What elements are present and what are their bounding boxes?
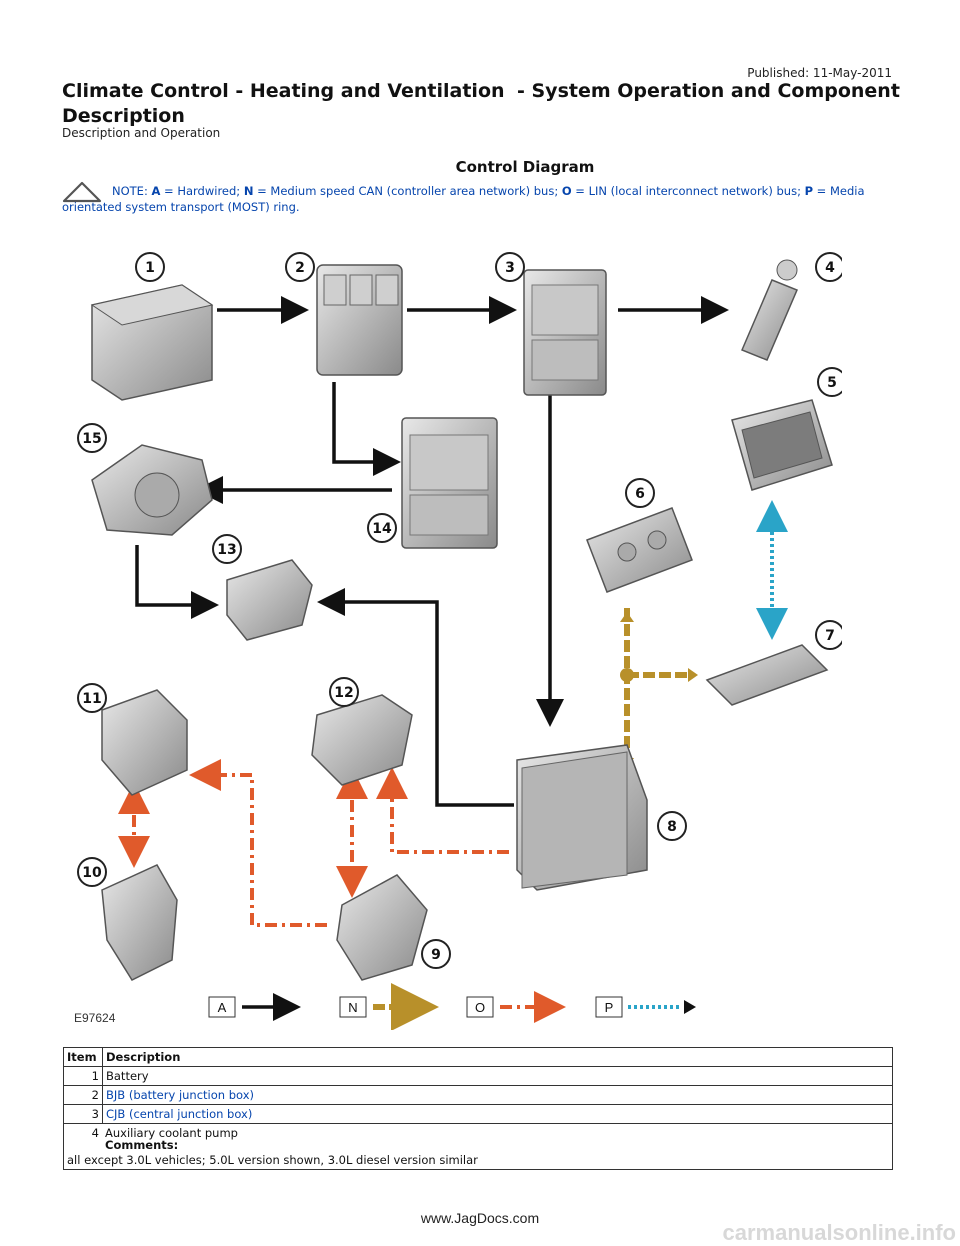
- svg-text:3: 3: [505, 260, 515, 276]
- note-text-p: = Media orientated system transport (MOST) ring.: [62, 184, 865, 214]
- footer-site-link[interactable]: www.JagDocs.com: [420, 1210, 540, 1226]
- table-row: [64, 1067, 893, 1086]
- table-row: [64, 1105, 893, 1124]
- legend-lin: [467, 997, 558, 1017]
- note-block: [62, 183, 892, 215]
- component-7-module: [707, 645, 827, 705]
- item-description: [103, 1105, 893, 1124]
- component-1-battery: [92, 285, 212, 400]
- callout-14: [368, 514, 396, 542]
- can-junction: [620, 668, 634, 682]
- note-text-a: = Hardwired;: [160, 184, 244, 198]
- can-arrow-7: [688, 668, 698, 682]
- callout-12: [330, 678, 358, 706]
- table-row: [64, 1124, 893, 1170]
- table-header-row: [64, 1048, 893, 1067]
- svg-text:14: 14: [372, 521, 392, 537]
- legend-most: [596, 997, 696, 1017]
- component-2-bjb: [317, 265, 402, 375]
- page-title: [62, 80, 900, 102]
- note-prefix: NOTE:: [112, 184, 152, 198]
- item-number: 3: [64, 1105, 103, 1124]
- callout-3: [496, 253, 524, 281]
- title-continuation: Description: [62, 105, 185, 127]
- note-text-o: = LIN (local interconnect network) bus;: [571, 184, 805, 198]
- svg-text:N: N: [348, 1000, 358, 1015]
- component-15-blower: [92, 445, 212, 535]
- diagram-heading: Control Diagram: [455, 158, 595, 176]
- item-number: 4: [91, 1126, 99, 1140]
- callout-1: [136, 253, 164, 281]
- svg-text:2: 2: [295, 260, 305, 276]
- item-table: [63, 1047, 893, 1170]
- note-text-n: = Medium speed CAN (controller area network) bus;: [253, 184, 562, 198]
- callout-15: [78, 424, 106, 452]
- callout-8: [658, 812, 686, 840]
- component-13-resistor: [227, 560, 312, 640]
- svg-text:10: 10: [82, 865, 102, 881]
- callout-13: [213, 535, 241, 563]
- svg-text:O: O: [474, 1000, 486, 1015]
- svg-text:7: 7: [825, 628, 835, 644]
- component-5-display: [732, 400, 832, 490]
- note-text: [62, 183, 892, 215]
- item-4-cell: [64, 1124, 893, 1170]
- lin-9-11: [197, 775, 327, 925]
- callout-2: [286, 253, 314, 281]
- svg-text:A: A: [217, 1000, 227, 1015]
- warning-triangle-icon: [62, 181, 102, 203]
- component-6-control-panel: [587, 508, 692, 592]
- svg-text:6: 6: [635, 486, 645, 502]
- figure-ref: E97624: [74, 1011, 116, 1025]
- component-8-ecu: [517, 745, 647, 890]
- legend-can: [340, 997, 427, 1017]
- note-key-a: A: [151, 184, 161, 198]
- callout-10: [78, 858, 106, 886]
- callout-5: [818, 368, 842, 396]
- can-connections: [620, 608, 698, 768]
- callout-9: [422, 940, 450, 968]
- component-3-cjb: [524, 270, 606, 395]
- svg-text:P: P: [604, 1000, 614, 1015]
- can-arrow-6: [620, 612, 634, 622]
- cjb-link[interactable]: CJB (central junction box): [106, 1107, 253, 1121]
- item-description: [103, 1086, 893, 1105]
- wire-15-13: [137, 545, 212, 605]
- comments-label: Comments:: [105, 1138, 179, 1152]
- item-number: 2: [64, 1086, 103, 1105]
- callout-11: [78, 684, 106, 712]
- component-14-junction-box: [402, 418, 497, 548]
- header-description: Description: [103, 1048, 893, 1067]
- lin-8-12: [392, 775, 509, 852]
- svg-text:13: 13: [217, 542, 237, 558]
- document-type: Description and Operation: [62, 126, 221, 140]
- svg-text:5: 5: [827, 375, 837, 391]
- item-comments: all except 3.0L vehicles; 5.0L version shown, 3.0L diesel version similar: [67, 1153, 478, 1167]
- title-part-2: - System Operation and Component: [517, 80, 900, 102]
- note-key-o: O: [561, 184, 572, 198]
- callout-4: [816, 253, 842, 281]
- table-row: [64, 1086, 893, 1105]
- bjb-link[interactable]: BJB (battery junction box): [106, 1088, 254, 1102]
- svg-text:8: 8: [667, 819, 677, 835]
- item-description: Battery: [103, 1067, 893, 1086]
- item-number: 1: [64, 1067, 103, 1086]
- svg-text:15: 15: [82, 431, 102, 447]
- component-9-actuator: [337, 875, 427, 980]
- title-part-1: Climate Control - Heating and Ventilation: [62, 80, 505, 102]
- svg-text:1: 1: [145, 260, 155, 276]
- note-key-n: N: [243, 184, 254, 198]
- wire-2-14: [334, 382, 394, 462]
- svg-text:4: 4: [825, 260, 835, 276]
- header-item: Item: [64, 1048, 103, 1067]
- component-11-actuator: [102, 690, 187, 795]
- legend: [209, 997, 696, 1017]
- svg-text:11: 11: [82, 691, 102, 707]
- watermark: carmanualsonline.info: [722, 1220, 956, 1245]
- component-10-actuator: [102, 865, 177, 980]
- published-date: Published: 11-May-2011: [747, 66, 892, 80]
- component-12-actuator: [312, 695, 412, 785]
- svg-text:9: 9: [431, 947, 441, 963]
- component-4-pump: [742, 260, 797, 360]
- item-description: Auxiliary coolant pump: [105, 1126, 238, 1140]
- control-diagram: [62, 240, 842, 1030]
- legend-hardwired: [209, 997, 294, 1017]
- callout-6: [626, 479, 654, 507]
- callout-7: [816, 621, 842, 649]
- lin-connections: [134, 775, 509, 925]
- note-key-p: P: [804, 184, 814, 198]
- svg-text:12: 12: [334, 685, 354, 701]
